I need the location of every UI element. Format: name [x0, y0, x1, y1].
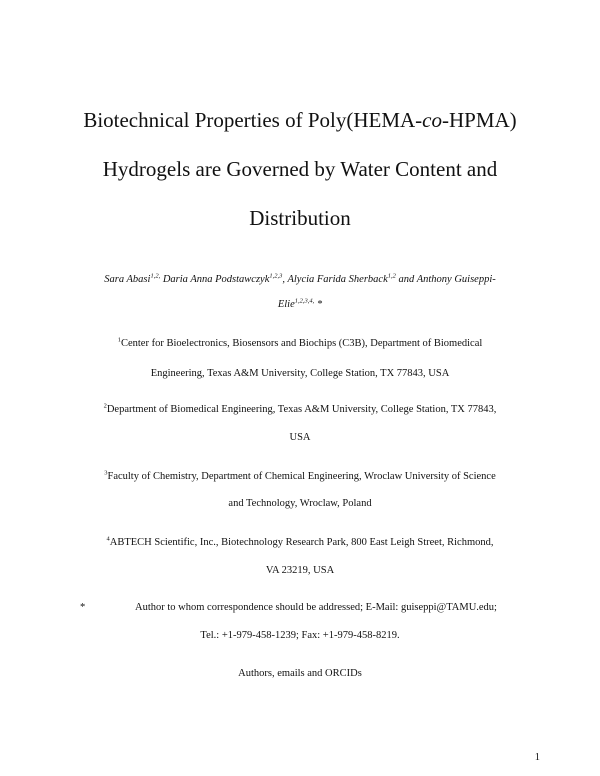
affiliation-number: 1 [117, 336, 121, 344]
author-superscript: 1,2,3,4, [294, 297, 315, 305]
correspondence-star: * [80, 602, 86, 613]
author-name: Elie [277, 299, 295, 310]
author-name: Sara Abasi [104, 274, 151, 285]
affiliation-3-cont: and Technology, Wroclaw, Poland [228, 498, 372, 509]
author-superscript: 1,2, [150, 272, 161, 280]
authors-emails-orcids-note: Authors, emails and ORCIDs [238, 668, 362, 679]
affiliation-3 [0, 470, 600, 484]
affiliation-2 [0, 403, 600, 417]
affiliation-text: Faculty of Chemistry, Department of Chemical Engineering, Wroclaw University of Science [107, 471, 496, 482]
affiliation-4-cont: VA 23219, USA [265, 565, 335, 576]
affiliation-number: 2 [103, 402, 107, 410]
correspondence-line-1: Author to whom correspondence should be addressed; E-Mail: guiseppi@TAMU.edu; [135, 602, 497, 613]
author-superscript: 1,2,3 [269, 272, 283, 280]
affiliation-1-cont: Engineering, Texas A&M University, College Station, TX 77843, USA [150, 368, 450, 379]
author-superscript: 1,2 [387, 272, 396, 280]
affiliation-2-cont: USA [289, 432, 311, 443]
title-text: Biotechnical Properties of Poly(HEMA- [83, 108, 423, 132]
affiliation-1 [0, 337, 600, 351]
affiliation-text: ABTECH Scientific, Inc., Biotechnology Research Park, 800 East Leigh Street, Richmond, [109, 537, 494, 548]
title-italic-co: co [422, 108, 442, 132]
corresponding-star: * [314, 299, 323, 310]
title-text-end: -HPMA) [442, 108, 517, 132]
author-name: , Alycia Farida Sherback [282, 274, 388, 285]
correspondence-line-2: Tel.: +1-979-458-1239; Fax: +1-979-458-8219. [200, 630, 400, 641]
author-list-cont [0, 298, 600, 312]
affiliation-text: Center for Bioelectronics, Biosensors and Biochips (C3B), Department of Biomedical [120, 338, 483, 349]
author-name: Daria Anna Podstawczyk [160, 274, 270, 285]
affiliation-number: 3 [104, 469, 108, 477]
author-name: and Anthony Guiseppi- [395, 274, 496, 285]
affiliation-number: 4 [106, 535, 110, 543]
affiliation-4 [0, 536, 600, 550]
title-line-3: Distribution [249, 206, 351, 230]
author-list [0, 273, 600, 287]
page-number: 1 [534, 752, 540, 763]
title-line-2: Hydrogels are Governed by Water Content and [102, 157, 498, 181]
title-line-1 [0, 108, 600, 132]
affiliation-text: Department of Biomedical Engineering, Texas A&M University, College Station, TX 77843, [106, 404, 497, 415]
